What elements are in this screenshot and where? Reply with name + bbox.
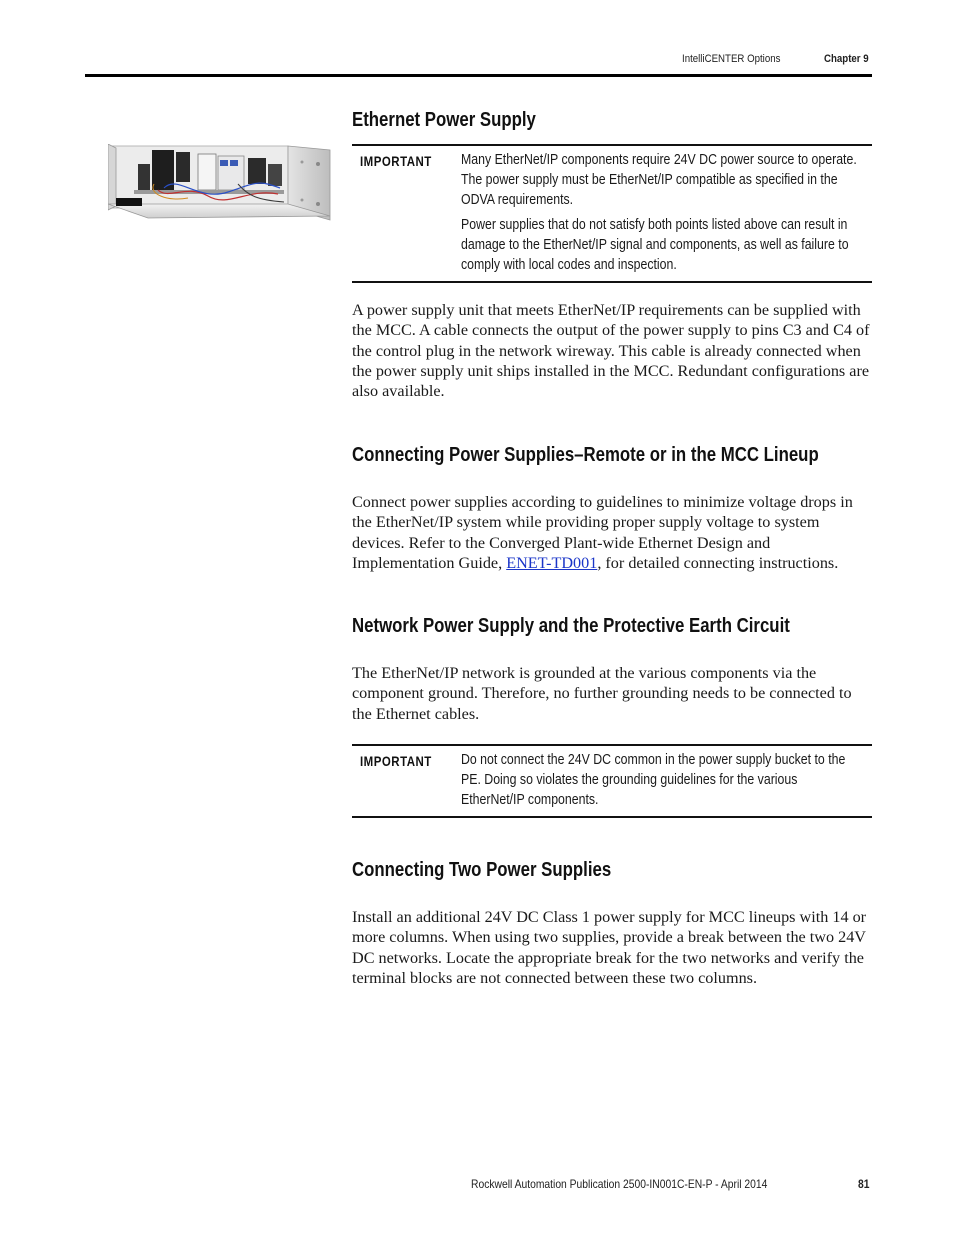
important-text-2: Power supplies that do not satisfy both points listed above can result in damage to the EtherNet/IP signal and components, as well as failure to comply with local codes and inspection. (461, 217, 849, 274)
important-label: IMPORTANT (360, 153, 432, 169)
body-protective-earth: The EtherNet/IP network is grounded at the various components via the component ground. Therefore, no further grounding needs to be connected to the Ethernet cables. (352, 664, 852, 723)
heading-ethernet-power-supply: Ethernet Power Supply (352, 109, 536, 131)
body-connecting-power-supplies (352, 492, 874, 573)
link-enet-td001[interactable]: ENET-TD001 (506, 553, 598, 572)
important-note-grounding (352, 744, 872, 818)
heading-connecting-power-supplies: Connecting Power Supplies–Remote or in the MCC Lineup (352, 444, 819, 466)
body-connecting-tail: , for detailed connecting instructions. (597, 553, 839, 572)
body-two-power-supplies: Install an additional 24V DC Class 1 power supply for MCC lineups with 14 or more columns. When using two supplies, provide a break between the two 24V DC networks. Locate the appropriate break for the two networks and verify the terminal blocks are not connected between these two columns. (352, 908, 867, 987)
power-supply-unit-image (108, 144, 332, 222)
footer-publication: Rockwell Automation Publication 2500-IN001C-EN-P - April 2014 (471, 1177, 768, 1191)
body-connecting-text: Connect power supplies according to guidelines to minimize voltage drops in the EtherNet/IP system while providing proper supply voltage to system devices. Refer to the Converged Plant-wide Ethernet Design and Implementation Guide, (352, 493, 853, 572)
footer-page-number: 81 (858, 1177, 870, 1191)
body-ethernet-power-supply: A power supply unit that meets EtherNet/IP requirements can be supplied with the MCC. A cable connects the output of the power supply to pins C3 and C4 of the control plug in the network wireway. This cable is already connected when the power supply unit ships installed in the MCC. Redundant configurations are also available. (352, 301, 870, 401)
header-rule (85, 74, 872, 77)
running-header-section: IntelliCENTER Options (682, 53, 781, 65)
heading-two-power-supplies: Connecting Two Power Supplies (352, 859, 612, 881)
important-label: IMPORTANT (360, 753, 432, 769)
important-text-grounding: Do not connect the 24V DC common in the power supply bucket to the PE. Doing so violates the grounding guidelines for the various EtherNet/IP components. (461, 752, 846, 809)
heading-protective-earth: Network Power Supply and the Protective Earth Circuit (352, 615, 790, 637)
important-note-ethernet (352, 144, 872, 283)
running-header-chapter: Chapter 9 (824, 53, 869, 65)
important-text-1: Many EtherNet/IP components require 24V DC power source to operate. The power supply must be EtherNet/IP compatible as specified in the ODVA requirements. (461, 152, 857, 209)
